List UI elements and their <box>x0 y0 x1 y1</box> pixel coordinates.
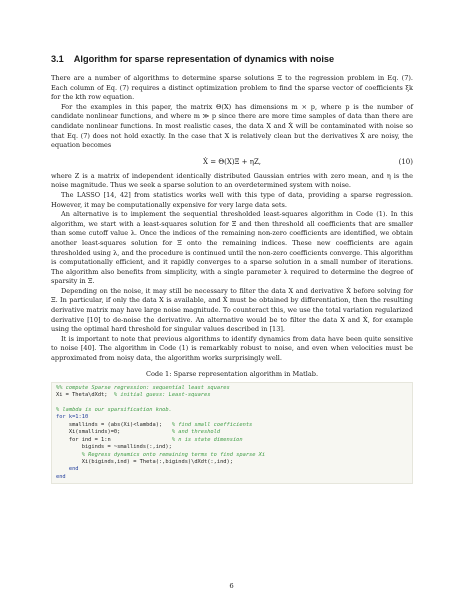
code-listing <box>51 382 413 485</box>
paragraph: An alternative is to implement the sequential thresholded least-squares algorithm in Code (1). In this algorithm, we start with a least-squares solution for Ξ and then threshold all coefficients that are smaller than some cutoff value λ. Once the indices of the remaining non-zero coefficients are identified, we obtain another least-squares solution for Ξ onto the remaining indices. These new coefficients are again thresholded using λ, and the procedure is continued until the non-zero coefficients converge. This algorithm is computationally efficient, and it rapidly converges to a sparse solution in a small number of iterations. The algorithm also benefits from simplicity, with a single parameter λ required to determine the degree of sparsity in Ξ. <box>51 210 413 286</box>
paragraph: The LASSO [14, 42] from statistics works well with this type of data, providing a sparse regression. However, it may be computationally expensive for very large data sets. <box>51 190 413 209</box>
code-line <box>56 429 408 436</box>
equation-body: Ẋ = Θ(X)Ξ + ηZ, <box>203 157 261 166</box>
code-line: for k=1:10 <box>56 414 89 421</box>
paper-page <box>51 54 413 484</box>
code-comment: % find small coefficients <box>171 421 253 428</box>
code-line: %% compute Sparse regression: sequential least squares <box>56 384 230 391</box>
section-heading <box>51 54 413 64</box>
paragraph: Depending on the noise, it may still be necessary to filter the data X and derivative Ẋ before solving for Ξ. In particular, if only the data X is available, and Ẋ must be obtained by differentiation, then the resulting derivative matrix may have large noise magnitude. To counteract this, we use the total variation regularized derivative [10] to de-noise the derivative. An alternative would be to filter the data X and Ẋ, for example using the optimal hard threshold for singular values described in [13]. <box>51 286 413 334</box>
code-comment: % initial guess: Least-squares <box>113 392 211 399</box>
code-line <box>56 422 408 429</box>
code-text: for ind = 1:n <box>56 436 172 443</box>
page-number: 6 <box>229 582 234 590</box>
equation <box>51 155 413 169</box>
code-line: biginds = ~smallinds(:,ind); <box>56 444 172 451</box>
code-text: Xi = Theta\dXdt; <box>56 392 114 399</box>
section-title: Algorithm for sparse representation of dynamics with noise <box>73 54 335 64</box>
code-line <box>56 392 408 399</box>
code-text: Xi(smallinds)=0; <box>56 429 172 436</box>
code-text: smallinds = (abs(Xi)<lambda); <box>56 421 172 428</box>
code-line <box>56 437 408 444</box>
paragraph: It is important to note that previous algorithms to identify dynamics from data have been quite sensitive to noise [40]. The algorithm in Code (1) is remarkably robust to noise, and even when velocities must be approximated from noisy data, the algorithm works surprisingly well. <box>51 334 413 363</box>
code-line: % Regress dynamics onto remaining terms to find sparse Xi <box>56 451 266 458</box>
equation-number: (10) <box>398 157 413 166</box>
paragraph: where Z is a matrix of independent identically distributed Gaussian entries with zero mean, and η is the noise magnitude. Thus we seek a sparse solution to an overdetermined system with noise. <box>51 171 413 190</box>
code-line: end <box>56 466 79 473</box>
paragraph: For the examples in this paper, the matrix Θ(X) has dimensions m × p, where p is the number of candidate nonlinear functions, and where m ≫ p since there are more time samples of data than there are candidate nonlinear functions. In most realistic cases, the data X and Ẋ will be contaminated with noise so that Eq. (7) does not hold exactly. In the case that X is relatively clean but the derivatives Ẋ are noisy, the equation becomes <box>51 102 413 150</box>
code-comment: % and threshold <box>171 429 221 436</box>
code-caption: Code 1: Sparse representation algorithm in Matlab. <box>145 369 319 378</box>
code-line: end <box>56 473 66 480</box>
section-number: 3.1 <box>51 54 64 64</box>
paragraph: There are a number of algorithms to determine sparse solutions Ξ to the regression problem in Eq. (7). Each column of Eq. (7) requires a distinct optimization problem to find the sparse vector of coefficients ξk for the kth row equation. <box>51 74 413 102</box>
code-line <box>56 400 408 407</box>
code-line: Xi(biginds,ind) = Theta(:,biginds)\dXdt(:,ind); <box>56 459 233 465</box>
code-line: % lambda is our sparsification knob. <box>56 406 172 413</box>
code-comment: % n is state dimension <box>171 436 243 443</box>
